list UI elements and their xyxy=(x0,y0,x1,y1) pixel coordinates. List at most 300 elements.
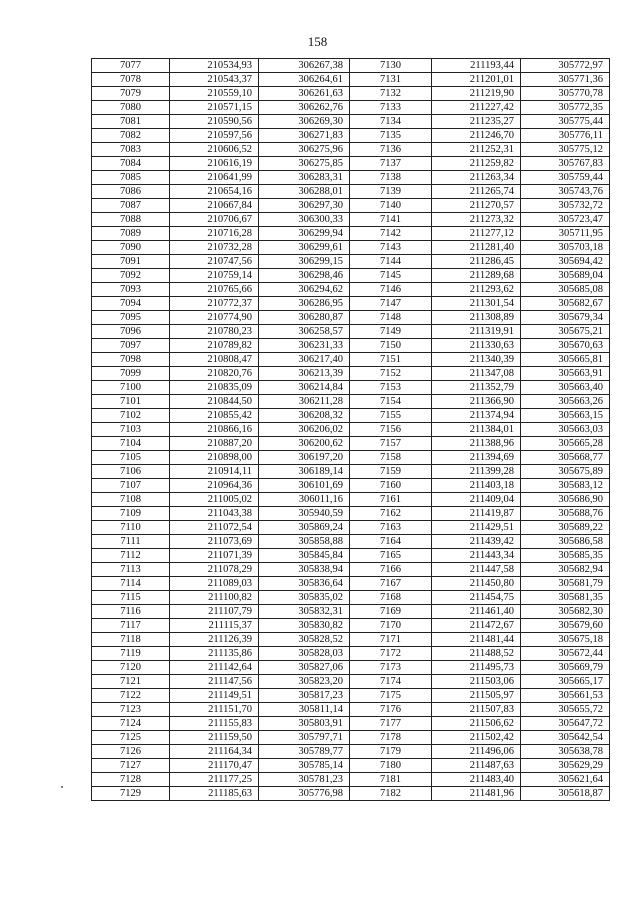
point-id-left-cell: 7104 xyxy=(92,437,170,451)
x-coordinate-left-cell: 211164,34 xyxy=(170,745,259,759)
point-id-left-cell: 7118 xyxy=(92,633,170,647)
point-id-left-cell: 7099 xyxy=(92,367,170,381)
point-id-left-cell: 7113 xyxy=(92,563,170,577)
table-row xyxy=(92,101,610,115)
x-coordinate-left-cell: 211089,03 xyxy=(170,577,259,591)
point-id-left-cell: 7081 xyxy=(92,115,170,129)
coordinates-table-body xyxy=(92,59,610,801)
y-coordinate-left-cell: 306294,62 xyxy=(259,283,350,297)
point-id-left-cell: 7085 xyxy=(92,171,170,185)
x-coordinate-left-cell: 210759,14 xyxy=(170,269,259,283)
point-id-left-cell: 7095 xyxy=(92,311,170,325)
x-coordinate-left-cell: 211100,82 xyxy=(170,591,259,605)
y-coordinate-right-cell: 305686,58 xyxy=(521,535,610,549)
y-coordinate-left-cell: 306269,30 xyxy=(259,115,350,129)
point-id-left-cell: 7115 xyxy=(92,591,170,605)
x-coordinate-right-cell: 211235,27 xyxy=(432,115,521,129)
y-coordinate-left-cell: 306197,20 xyxy=(259,451,350,465)
x-coordinate-right-cell: 211193,44 xyxy=(432,59,521,73)
x-coordinate-left-cell: 210774,90 xyxy=(170,311,259,325)
point-id-left-cell: 7125 xyxy=(92,731,170,745)
y-coordinate-right-cell: 305689,04 xyxy=(521,269,610,283)
x-coordinate-right-cell: 211439,42 xyxy=(432,535,521,549)
y-coordinate-left-cell: 306262,76 xyxy=(259,101,350,115)
y-coordinate-right-cell: 305675,89 xyxy=(521,465,610,479)
point-id-right-cell: 7151 xyxy=(350,353,432,367)
y-coordinate-left-cell: 305797,71 xyxy=(259,731,350,745)
table-row xyxy=(92,157,610,171)
y-coordinate-right-cell: 305772,35 xyxy=(521,101,610,115)
x-coordinate-left-cell: 211170,47 xyxy=(170,759,259,773)
y-coordinate-left-cell: 306299,94 xyxy=(259,227,350,241)
table-row xyxy=(92,423,610,437)
y-coordinate-left-cell: 306217,40 xyxy=(259,353,350,367)
x-coordinate-right-cell: 211301,54 xyxy=(432,297,521,311)
y-coordinate-right-cell: 305732,72 xyxy=(521,199,610,213)
table-row xyxy=(92,619,610,633)
x-coordinate-right-cell: 211472,67 xyxy=(432,619,521,633)
y-coordinate-left-cell: 306213,39 xyxy=(259,367,350,381)
x-coordinate-left-cell: 211043,38 xyxy=(170,507,259,521)
x-coordinate-right-cell: 211281,40 xyxy=(432,241,521,255)
point-id-right-cell: 7164 xyxy=(350,535,432,549)
y-coordinate-right-cell: 305688,76 xyxy=(521,507,610,521)
x-coordinate-left-cell: 210732,28 xyxy=(170,241,259,255)
point-id-right-cell: 7161 xyxy=(350,493,432,507)
point-id-left-cell: 7100 xyxy=(92,381,170,395)
y-coordinate-right-cell: 305672,44 xyxy=(521,647,610,661)
x-coordinate-right-cell: 211330,63 xyxy=(432,339,521,353)
table-row xyxy=(92,703,610,717)
x-coordinate-right-cell: 211419,87 xyxy=(432,507,521,521)
x-coordinate-left-cell: 210667,84 xyxy=(170,199,259,213)
point-id-right-cell: 7130 xyxy=(350,59,432,73)
point-id-right-cell: 7174 xyxy=(350,675,432,689)
point-id-left-cell: 7094 xyxy=(92,297,170,311)
x-coordinate-right-cell: 211319,91 xyxy=(432,325,521,339)
x-coordinate-right-cell: 211374,94 xyxy=(432,409,521,423)
y-coordinate-left-cell: 306300,33 xyxy=(259,213,350,227)
point-id-left-cell: 7088 xyxy=(92,213,170,227)
y-coordinate-left-cell: 305845,84 xyxy=(259,549,350,563)
x-coordinate-right-cell: 211429,51 xyxy=(432,521,521,535)
x-coordinate-right-cell: 211403,18 xyxy=(432,479,521,493)
table-row xyxy=(92,87,610,101)
y-coordinate-right-cell: 305682,67 xyxy=(521,297,610,311)
y-coordinate-right-cell: 305681,79 xyxy=(521,577,610,591)
scan-speck xyxy=(61,786,63,788)
x-coordinate-right-cell: 211384,01 xyxy=(432,423,521,437)
x-coordinate-left-cell: 210534,93 xyxy=(170,59,259,73)
table-row xyxy=(92,59,610,73)
y-coordinate-right-cell: 305670,63 xyxy=(521,339,610,353)
point-id-right-cell: 7131 xyxy=(350,73,432,87)
table-row xyxy=(92,143,610,157)
coordinates-table xyxy=(91,58,610,801)
table-row xyxy=(92,129,610,143)
x-coordinate-left-cell: 210706,67 xyxy=(170,213,259,227)
point-id-right-cell: 7147 xyxy=(350,297,432,311)
y-coordinate-left-cell: 306264,61 xyxy=(259,73,350,87)
table-row xyxy=(92,255,610,269)
point-id-left-cell: 7129 xyxy=(92,787,170,801)
point-id-left-cell: 7097 xyxy=(92,339,170,353)
x-coordinate-left-cell: 211185,63 xyxy=(170,787,259,801)
x-coordinate-right-cell: 211454,75 xyxy=(432,591,521,605)
point-id-left-cell: 7092 xyxy=(92,269,170,283)
y-coordinate-left-cell: 306208,32 xyxy=(259,409,350,423)
x-coordinate-left-cell: 210887,20 xyxy=(170,437,259,451)
point-id-left-cell: 7116 xyxy=(92,605,170,619)
y-coordinate-left-cell: 305789,77 xyxy=(259,745,350,759)
x-coordinate-right-cell: 211450,80 xyxy=(432,577,521,591)
x-coordinate-left-cell: 210616,19 xyxy=(170,157,259,171)
x-coordinate-right-cell: 211496,06 xyxy=(432,745,521,759)
table-row xyxy=(92,213,610,227)
table-row xyxy=(92,591,610,605)
point-id-left-cell: 7110 xyxy=(92,521,170,535)
y-coordinate-left-cell: 305828,52 xyxy=(259,633,350,647)
x-coordinate-right-cell: 211289,68 xyxy=(432,269,521,283)
y-coordinate-right-cell: 305689,22 xyxy=(521,521,610,535)
x-coordinate-right-cell: 211507,83 xyxy=(432,703,521,717)
x-coordinate-left-cell: 210641,99 xyxy=(170,171,259,185)
y-coordinate-left-cell: 306297,30 xyxy=(259,199,350,213)
point-id-right-cell: 7148 xyxy=(350,311,432,325)
y-coordinate-left-cell: 306275,85 xyxy=(259,157,350,171)
table-row xyxy=(92,661,610,675)
point-id-left-cell: 7087 xyxy=(92,199,170,213)
x-coordinate-right-cell: 211502,42 xyxy=(432,731,521,745)
x-coordinate-right-cell: 211461,40 xyxy=(432,605,521,619)
table-row xyxy=(92,689,610,703)
y-coordinate-right-cell: 305669,79 xyxy=(521,661,610,675)
y-coordinate-left-cell: 305781,23 xyxy=(259,773,350,787)
x-coordinate-right-cell: 211347,08 xyxy=(432,367,521,381)
x-coordinate-left-cell: 210844,50 xyxy=(170,395,259,409)
point-id-right-cell: 7144 xyxy=(350,255,432,269)
y-coordinate-left-cell: 305817,23 xyxy=(259,689,350,703)
point-id-right-cell: 7172 xyxy=(350,647,432,661)
y-coordinate-right-cell: 305723,47 xyxy=(521,213,610,227)
y-coordinate-right-cell: 305642,54 xyxy=(521,731,610,745)
y-coordinate-left-cell: 305827,06 xyxy=(259,661,350,675)
point-id-right-cell: 7136 xyxy=(350,143,432,157)
y-coordinate-right-cell: 305663,03 xyxy=(521,423,610,437)
point-id-right-cell: 7152 xyxy=(350,367,432,381)
y-coordinate-right-cell: 305638,78 xyxy=(521,745,610,759)
x-coordinate-left-cell: 210789,82 xyxy=(170,339,259,353)
x-coordinate-right-cell: 211277,12 xyxy=(432,227,521,241)
y-coordinate-right-cell: 305679,60 xyxy=(521,619,610,633)
y-coordinate-left-cell: 305830,82 xyxy=(259,619,350,633)
point-id-left-cell: 7106 xyxy=(92,465,170,479)
x-coordinate-left-cell: 211135,86 xyxy=(170,647,259,661)
table-row xyxy=(92,521,610,535)
point-id-left-cell: 7117 xyxy=(92,619,170,633)
table-row xyxy=(92,773,610,787)
point-id-right-cell: 7150 xyxy=(350,339,432,353)
x-coordinate-right-cell: 211388,96 xyxy=(432,437,521,451)
point-id-right-cell: 7134 xyxy=(350,115,432,129)
point-id-right-cell: 7159 xyxy=(350,465,432,479)
y-coordinate-right-cell: 305663,26 xyxy=(521,395,610,409)
y-coordinate-left-cell: 306200,62 xyxy=(259,437,350,451)
y-coordinate-left-cell: 305836,64 xyxy=(259,577,350,591)
y-coordinate-left-cell: 305832,31 xyxy=(259,605,350,619)
y-coordinate-left-cell: 305828,03 xyxy=(259,647,350,661)
point-id-right-cell: 7133 xyxy=(350,101,432,115)
x-coordinate-right-cell: 211481,96 xyxy=(432,787,521,801)
y-coordinate-right-cell: 305679,34 xyxy=(521,311,610,325)
point-id-right-cell: 7169 xyxy=(350,605,432,619)
x-coordinate-right-cell: 211263,34 xyxy=(432,171,521,185)
point-id-left-cell: 7108 xyxy=(92,493,170,507)
table-row xyxy=(92,409,610,423)
point-id-left-cell: 7082 xyxy=(92,129,170,143)
x-coordinate-left-cell: 211073,69 xyxy=(170,535,259,549)
x-coordinate-left-cell: 211147,56 xyxy=(170,675,259,689)
point-id-right-cell: 7135 xyxy=(350,129,432,143)
y-coordinate-right-cell: 305675,18 xyxy=(521,633,610,647)
x-coordinate-left-cell: 210597,56 xyxy=(170,129,259,143)
x-coordinate-left-cell: 210855,42 xyxy=(170,409,259,423)
table-row xyxy=(92,339,610,353)
x-coordinate-right-cell: 211246,70 xyxy=(432,129,521,143)
y-coordinate-left-cell: 305785,14 xyxy=(259,759,350,773)
point-id-right-cell: 7145 xyxy=(350,269,432,283)
x-coordinate-right-cell: 211286,45 xyxy=(432,255,521,269)
point-id-right-cell: 7180 xyxy=(350,759,432,773)
table-row xyxy=(92,437,610,451)
table-row xyxy=(92,381,610,395)
x-coordinate-left-cell: 211005,02 xyxy=(170,493,259,507)
point-id-right-cell: 7166 xyxy=(350,563,432,577)
table-row xyxy=(92,493,610,507)
x-coordinate-left-cell: 210780,23 xyxy=(170,325,259,339)
x-coordinate-right-cell: 211219,90 xyxy=(432,87,521,101)
y-coordinate-left-cell: 306258,57 xyxy=(259,325,350,339)
x-coordinate-right-cell: 211366,90 xyxy=(432,395,521,409)
x-coordinate-left-cell: 211107,79 xyxy=(170,605,259,619)
x-coordinate-left-cell: 211071,39 xyxy=(170,549,259,563)
x-coordinate-left-cell: 211142,64 xyxy=(170,661,259,675)
point-id-left-cell: 7086 xyxy=(92,185,170,199)
y-coordinate-right-cell: 305629,29 xyxy=(521,759,610,773)
table-row xyxy=(92,395,610,409)
point-id-left-cell: 7084 xyxy=(92,157,170,171)
y-coordinate-right-cell: 305775,12 xyxy=(521,143,610,157)
point-id-right-cell: 7178 xyxy=(350,731,432,745)
point-id-left-cell: 7121 xyxy=(92,675,170,689)
y-coordinate-left-cell: 305838,94 xyxy=(259,563,350,577)
x-coordinate-right-cell: 211308,89 xyxy=(432,311,521,325)
point-id-left-cell: 7091 xyxy=(92,255,170,269)
y-coordinate-left-cell: 305858,88 xyxy=(259,535,350,549)
y-coordinate-left-cell: 306283,31 xyxy=(259,171,350,185)
point-id-left-cell: 7114 xyxy=(92,577,170,591)
point-id-right-cell: 7142 xyxy=(350,227,432,241)
point-id-left-cell: 7105 xyxy=(92,451,170,465)
table-row xyxy=(92,605,610,619)
y-coordinate-right-cell: 305770,78 xyxy=(521,87,610,101)
x-coordinate-left-cell: 211149,51 xyxy=(170,689,259,703)
y-coordinate-right-cell: 305682,30 xyxy=(521,605,610,619)
x-coordinate-right-cell: 211483,40 xyxy=(432,773,521,787)
table-row xyxy=(92,563,610,577)
y-coordinate-right-cell: 305686,90 xyxy=(521,493,610,507)
x-coordinate-left-cell: 211126,39 xyxy=(170,633,259,647)
y-coordinate-right-cell: 305661,53 xyxy=(521,689,610,703)
point-id-right-cell: 7143 xyxy=(350,241,432,255)
table-row xyxy=(92,675,610,689)
point-id-right-cell: 7132 xyxy=(350,87,432,101)
x-coordinate-right-cell: 211259,82 xyxy=(432,157,521,171)
x-coordinate-right-cell: 211447,58 xyxy=(432,563,521,577)
point-id-left-cell: 7109 xyxy=(92,507,170,521)
table-row xyxy=(92,577,610,591)
y-coordinate-right-cell: 305775,44 xyxy=(521,115,610,129)
y-coordinate-left-cell: 305940,59 xyxy=(259,507,350,521)
table-row xyxy=(92,171,610,185)
table-row xyxy=(92,311,610,325)
point-id-right-cell: 7173 xyxy=(350,661,432,675)
table-row xyxy=(92,199,610,213)
table-row xyxy=(92,787,610,801)
point-id-right-cell: 7153 xyxy=(350,381,432,395)
y-coordinate-right-cell: 305683,12 xyxy=(521,479,610,493)
x-coordinate-left-cell: 210716,28 xyxy=(170,227,259,241)
table-row xyxy=(92,367,610,381)
y-coordinate-left-cell: 305811,14 xyxy=(259,703,350,717)
point-id-left-cell: 7122 xyxy=(92,689,170,703)
y-coordinate-left-cell: 306299,15 xyxy=(259,255,350,269)
y-coordinate-left-cell: 305835,02 xyxy=(259,591,350,605)
point-id-right-cell: 7171 xyxy=(350,633,432,647)
table-row xyxy=(92,325,610,339)
y-coordinate-left-cell: 306267,38 xyxy=(259,59,350,73)
y-coordinate-right-cell: 305665,28 xyxy=(521,437,610,451)
x-coordinate-left-cell: 210914,11 xyxy=(170,465,259,479)
y-coordinate-left-cell: 306011,16 xyxy=(259,493,350,507)
y-coordinate-right-cell: 305663,15 xyxy=(521,409,610,423)
x-coordinate-right-cell: 211409,04 xyxy=(432,493,521,507)
point-id-right-cell: 7141 xyxy=(350,213,432,227)
y-coordinate-right-cell: 305663,40 xyxy=(521,381,610,395)
y-coordinate-right-cell: 305647,72 xyxy=(521,717,610,731)
x-coordinate-left-cell: 210590,56 xyxy=(170,115,259,129)
point-id-left-cell: 7078 xyxy=(92,73,170,87)
y-coordinate-right-cell: 305682,94 xyxy=(521,563,610,577)
point-id-right-cell: 7165 xyxy=(350,549,432,563)
x-coordinate-left-cell: 210606,52 xyxy=(170,143,259,157)
y-coordinate-left-cell: 305869,24 xyxy=(259,521,350,535)
y-coordinate-right-cell: 305772,97 xyxy=(521,59,610,73)
y-coordinate-left-cell: 305803,91 xyxy=(259,717,350,731)
point-id-left-cell: 7112 xyxy=(92,549,170,563)
point-id-right-cell: 7170 xyxy=(350,619,432,633)
point-id-left-cell: 7120 xyxy=(92,661,170,675)
point-id-left-cell: 7090 xyxy=(92,241,170,255)
point-id-right-cell: 7177 xyxy=(350,717,432,731)
table-row xyxy=(92,759,610,773)
table-row xyxy=(92,731,610,745)
x-coordinate-left-cell: 210654,16 xyxy=(170,185,259,199)
point-id-right-cell: 7168 xyxy=(350,591,432,605)
y-coordinate-right-cell: 305759,44 xyxy=(521,171,610,185)
x-coordinate-left-cell: 210765,66 xyxy=(170,283,259,297)
x-coordinate-right-cell: 211252,31 xyxy=(432,143,521,157)
point-id-left-cell: 7089 xyxy=(92,227,170,241)
y-coordinate-left-cell: 305776,98 xyxy=(259,787,350,801)
x-coordinate-left-cell: 210820,76 xyxy=(170,367,259,381)
x-coordinate-right-cell: 211265,74 xyxy=(432,185,521,199)
x-coordinate-left-cell: 210964,36 xyxy=(170,479,259,493)
x-coordinate-right-cell: 211505,97 xyxy=(432,689,521,703)
point-id-right-cell: 7158 xyxy=(350,451,432,465)
table-row xyxy=(92,479,610,493)
point-id-left-cell: 7102 xyxy=(92,409,170,423)
point-id-left-cell: 7128 xyxy=(92,773,170,787)
point-id-right-cell: 7154 xyxy=(350,395,432,409)
point-id-right-cell: 7146 xyxy=(350,283,432,297)
x-coordinate-right-cell: 211443,34 xyxy=(432,549,521,563)
x-coordinate-right-cell: 211503,06 xyxy=(432,675,521,689)
x-coordinate-right-cell: 211488,52 xyxy=(432,647,521,661)
table-row xyxy=(92,535,610,549)
x-coordinate-right-cell: 211399,28 xyxy=(432,465,521,479)
y-coordinate-left-cell: 306288,01 xyxy=(259,185,350,199)
y-coordinate-right-cell: 305665,81 xyxy=(521,353,610,367)
point-id-right-cell: 7156 xyxy=(350,423,432,437)
y-coordinate-left-cell: 306271,83 xyxy=(259,129,350,143)
y-coordinate-left-cell: 306280,87 xyxy=(259,311,350,325)
point-id-left-cell: 7107 xyxy=(92,479,170,493)
y-coordinate-left-cell: 306189,14 xyxy=(259,465,350,479)
table-row xyxy=(92,227,610,241)
x-coordinate-left-cell: 210835,09 xyxy=(170,381,259,395)
y-coordinate-left-cell: 306286,95 xyxy=(259,297,350,311)
y-coordinate-right-cell: 305703,18 xyxy=(521,241,610,255)
x-coordinate-right-cell: 211273,32 xyxy=(432,213,521,227)
y-coordinate-left-cell: 306298,46 xyxy=(259,269,350,283)
table-row xyxy=(92,283,610,297)
point-id-right-cell: 7179 xyxy=(350,745,432,759)
point-id-right-cell: 7139 xyxy=(350,185,432,199)
table-row xyxy=(92,549,610,563)
table-row xyxy=(92,185,610,199)
point-id-left-cell: 7093 xyxy=(92,283,170,297)
point-id-left-cell: 7096 xyxy=(92,325,170,339)
x-coordinate-right-cell: 211506,62 xyxy=(432,717,521,731)
x-coordinate-right-cell: 211495,73 xyxy=(432,661,521,675)
y-coordinate-right-cell: 305655,72 xyxy=(521,703,610,717)
point-id-right-cell: 7163 xyxy=(350,521,432,535)
point-id-right-cell: 7167 xyxy=(350,577,432,591)
x-coordinate-right-cell: 211340,39 xyxy=(432,353,521,367)
point-id-left-cell: 7101 xyxy=(92,395,170,409)
table-row xyxy=(92,115,610,129)
x-coordinate-right-cell: 211201,01 xyxy=(432,73,521,87)
y-coordinate-right-cell: 305743,76 xyxy=(521,185,610,199)
y-coordinate-right-cell: 305668,77 xyxy=(521,451,610,465)
x-coordinate-right-cell: 211270,57 xyxy=(432,199,521,213)
y-coordinate-left-cell: 306299,61 xyxy=(259,241,350,255)
x-coordinate-left-cell: 211072,54 xyxy=(170,521,259,535)
point-id-right-cell: 7160 xyxy=(350,479,432,493)
y-coordinate-right-cell: 305767,83 xyxy=(521,157,610,171)
point-id-left-cell: 7124 xyxy=(92,717,170,731)
